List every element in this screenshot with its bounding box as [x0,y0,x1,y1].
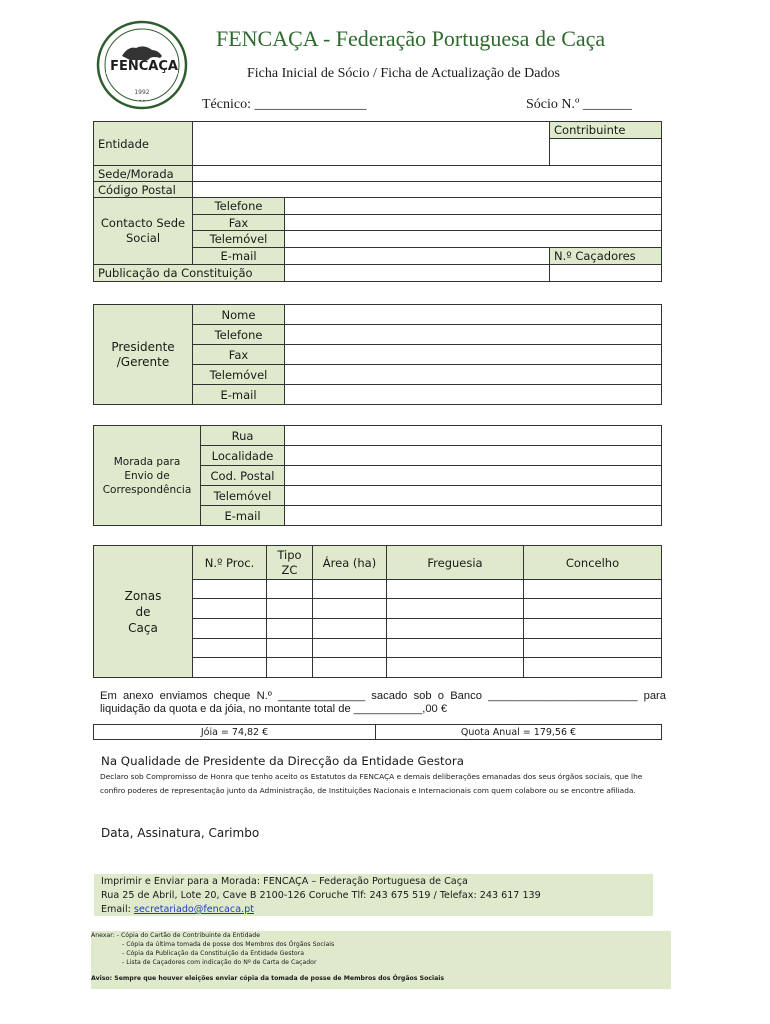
col-header-nproc: N.º Proc. [193,546,267,580]
telemovel-label: Telemóvel [193,231,285,248]
morada-envio-email-row [101,903,653,917]
svg-text:• •: • • [139,99,145,105]
correspondencia-table [93,425,662,526]
correspondencia-email-field[interactable] [285,506,662,526]
sede-morada-label: Sede/Morada [94,166,193,182]
rua-field[interactable] [285,426,662,446]
zonas-caca-label: Zonas de Caça [94,546,193,678]
n-cacadores-label: N.º Caçadores [550,248,662,265]
zona-cell[interactable] [267,658,313,678]
pagamento-text: Em anexo enviamos cheque N.º ______________ sacado sob o Banco ________________________ para liquidação da quota e da jóia, no montante total de ___________,00 € [100,690,666,715]
telemovel-field[interactable] [285,231,662,248]
anexar-item: - Lista de Caçadores com indicação do Nº de Carta de Caçador [122,959,317,966]
zona-cell[interactable] [193,619,267,639]
presidente-telefone-label: Telefone [193,325,285,345]
presidente-table [93,304,662,405]
zona-cell[interactable] [267,580,313,599]
zona-cell[interactable] [524,599,662,619]
quota-value: Quota Anual = 179,56 € [376,725,662,740]
zona-cell[interactable] [313,619,387,639]
morada-envio-box [94,874,653,916]
entidade-label: Entidade [94,122,193,166]
publicacao-label: Publicação da Constituição [94,265,285,282]
contribuinte-label: Contribuinte [550,122,662,139]
zona-cell[interactable] [387,639,524,658]
fax-field[interactable] [285,215,662,231]
socio-number-label[interactable]: Sócio N.º _______ [526,97,632,112]
assinatura-label[interactable]: Data, Assinatura, Carimbo [101,826,260,840]
zona-cell[interactable] [313,599,387,619]
zona-cell[interactable] [267,639,313,658]
rua-label: Rua [201,426,285,446]
presidente-telemovel-label: Telemóvel [193,365,285,385]
presidente-fax-field[interactable] [285,345,662,365]
fax-label: Fax [193,215,285,231]
entidade-field[interactable] [193,122,550,166]
joia-quota-table [93,724,662,740]
col-header-tipo-zc: Tipo ZC [267,546,313,580]
presidente-nome-field[interactable] [285,305,662,325]
zonas-caca-table [93,545,662,678]
zona-cell[interactable] [193,580,267,599]
contribuinte-field[interactable] [550,139,662,166]
zona-cell[interactable] [524,639,662,658]
col-header-freguesia: Freguesia [387,546,524,580]
anexar-item: - Cópia da última tomada de posse dos Membros dos Órgãos Sociais [122,941,335,948]
codigo-postal-field[interactable] [193,182,662,198]
correspondencia-telemovel-field[interactable] [285,486,662,506]
zona-cell[interactable] [313,639,387,658]
col-header-concelho: Concelho [524,546,662,580]
cod-postal-label: Cod. Postal [201,466,285,486]
presidente-email-label: E-mail [193,385,285,405]
tecnico-label[interactable]: Técnico: ________________ [202,97,367,112]
anexar-label: Anexar: - Cópia do Cartão de Contribuinte da Entidade [91,932,261,939]
zona-cell[interactable] [524,658,662,678]
presidente-fax-label: Fax [193,345,285,365]
email-link[interactable]: secretariado@fencaca.pt [133,904,254,915]
logo-wordmark: FENCAÇA [110,59,178,74]
zona-cell[interactable] [313,658,387,678]
zona-cell[interactable] [267,619,313,639]
entidade-table [93,121,662,282]
localidade-label: Localidade [201,446,285,466]
correspondencia-telemovel-label: Telemóvel [201,486,285,506]
correspondencia-label: Morada para Envio de Correspondência [94,426,201,526]
zona-cell[interactable] [524,580,662,599]
aviso-text: Aviso: Sempre que houver eleições enviar cópia da tomada de posse de Membros dos Órgãos Sociais [91,975,445,982]
zona-cell[interactable] [387,619,524,639]
contacto-sede-label: Contacto Sede Social [94,198,193,265]
morada-envio-line1: Imprimir e Enviar para a Morada: FENCAÇA – Federação Portuguesa de Caça [101,876,468,887]
morada-envio-line2: Rua 25 de Abril, Lote 20, Cave B 2100-126 Coruche Tlf: 243 675 519 / Telefax: 243 617 139 [101,890,541,901]
nome-label: Nome [193,305,285,325]
codigo-postal-label: Código Postal [94,182,193,198]
zona-cell[interactable] [267,599,313,619]
presidente-label: Presidente /Gerente [94,305,193,405]
declaracao-title: Na Qualidade de Presidente da Direcção da Entidade Gestora [101,754,464,768]
telefone-label: Telefone [193,198,285,215]
email-label: Email: [101,904,134,915]
publicacao-field[interactable] [285,265,550,282]
presidente-telefone-field[interactable] [285,325,662,345]
correspondencia-email-label: E-mail [201,506,285,526]
joia-value: Jóia = 74,82 € [94,725,376,740]
presidente-telemovel-field[interactable] [285,365,662,385]
sede-morada-field[interactable] [193,166,662,182]
zona-cell[interactable] [387,580,524,599]
cod-postal-field[interactable] [285,466,662,486]
zona-cell[interactable] [387,599,524,619]
email-field[interactable] [285,248,550,265]
anexar-item: - Cópia da Publicação da Constituição da Entidade Gestora [122,950,304,957]
telefone-field[interactable] [285,198,662,215]
n-cacadores-field[interactable] [550,265,662,282]
anexar-box [91,931,671,989]
zona-cell[interactable] [193,658,267,678]
svg-text:1992: 1992 [134,89,150,96]
zona-cell[interactable] [193,639,267,658]
zona-cell[interactable] [524,619,662,639]
page-title: FENCAÇA - Federação Portuguesa de Caça [216,26,606,51]
presidente-email-field[interactable] [285,385,662,405]
col-header-area: Área (ha) [313,546,387,580]
localidade-field[interactable] [285,446,662,466]
zona-cell[interactable] [193,599,267,619]
declaracao-body: Declaro sob Compromisso de Honra que tenho aceito os Estatutos da FENCAÇA e demais deliberações emanadas dos seus órgãos sociais, que lhe confiro poderes de representação junto da Administração, de Instituições Nacionais e Internacionais com quem colabore ou se encontre afiliada. [100,772,643,795]
page-subtitle: Ficha Inicial de Sócio / Ficha de Actualização de Dados [247,66,560,81]
zona-cell[interactable] [387,658,524,678]
email-label: E-mail [193,248,285,265]
zona-cell[interactable] [313,580,387,599]
